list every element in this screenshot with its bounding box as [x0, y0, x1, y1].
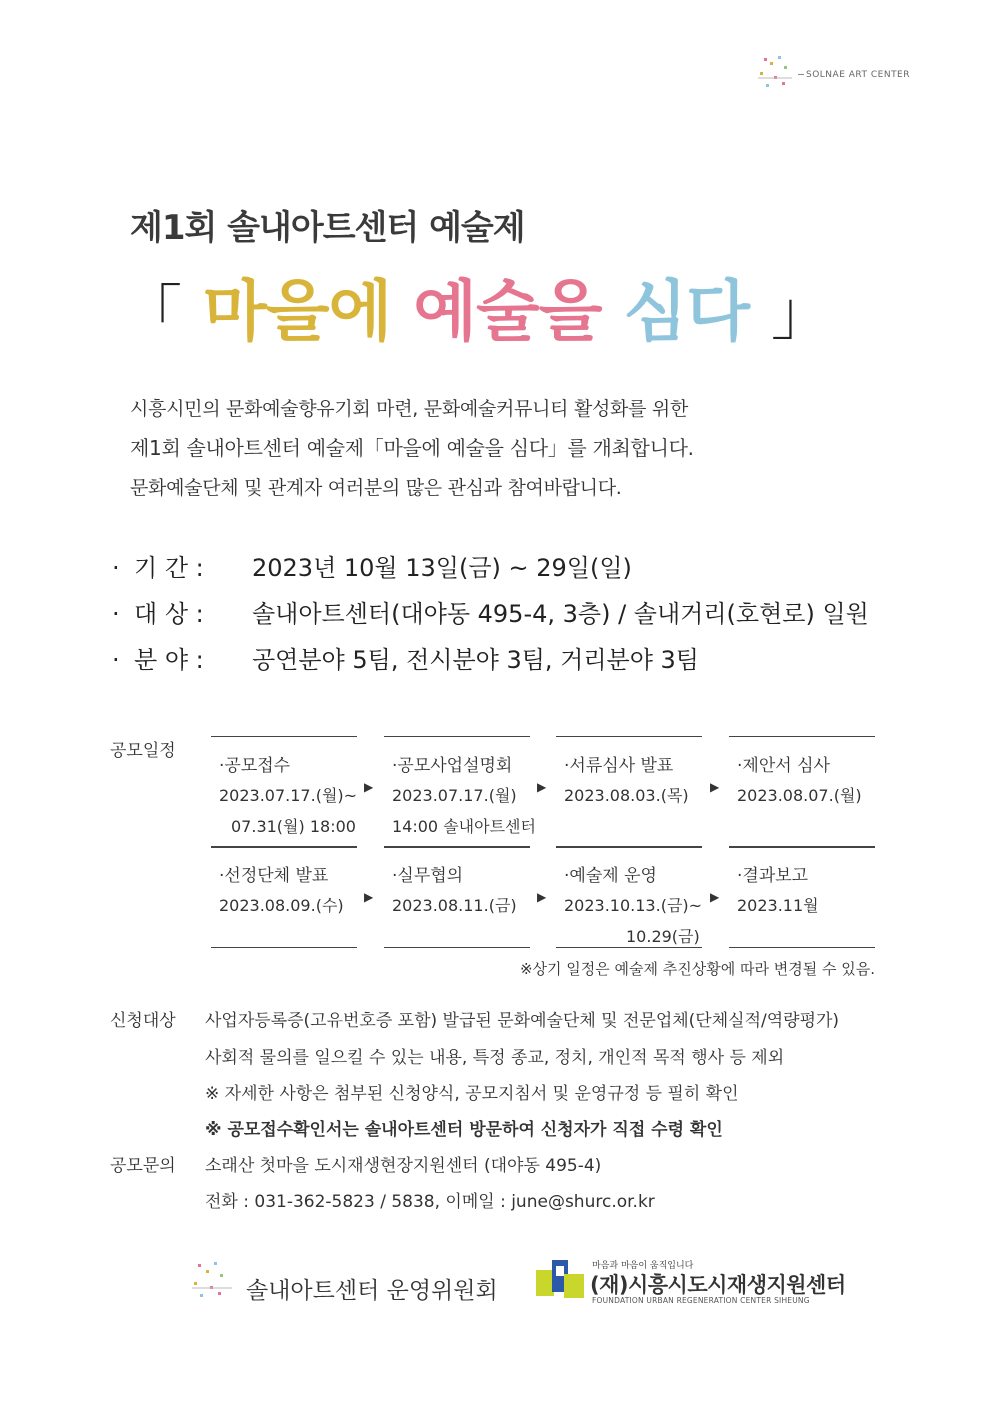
schedule-note: ※상기 일정은 예술제 추진상황에 따라 변경될 수 있음.	[519, 960, 875, 978]
arrow-icon: ▶	[710, 890, 720, 904]
event-title	[122, 258, 830, 353]
schedule-step: ·실무협의 2023.08.11.(금)	[384, 846, 530, 948]
schedule-step: ·공모사업설명회 2023.07.17.(월) 14:00 솔내아트센터	[384, 736, 530, 848]
footer-committee-logo	[190, 1258, 498, 1310]
contact-org: 소래산 첫마을 도시재생현장지원센터 (대야동 495-4)	[205, 1156, 602, 1176]
eligibility-line: 사회적 물의를 일으킬 수 있는 내용, 특정 종교, 정치, 개인적 목적 행사 등 제외	[205, 1048, 785, 1068]
arrow-icon: ▶	[364, 890, 374, 904]
solnae-logo-icon	[190, 1258, 234, 1306]
title-bracket-open: 「	[122, 279, 181, 349]
eligibility-label: 신청대상	[110, 1011, 176, 1031]
urban-regeneration-logo-icon	[534, 1256, 586, 1300]
schedule-step: ·제안서 심사 2023.08.07.(월)	[729, 736, 875, 848]
schedule-step: ·서류심사 발표 2023.08.03.(목)	[556, 736, 702, 848]
intro-line-2: 제1회 솔내아트센터 예술제「마을에 예술을 심다」를 개최합니다.	[130, 436, 694, 460]
title-word-3: 심다	[623, 273, 750, 350]
arrow-icon: ▶	[537, 780, 547, 794]
info-period: · 기 간 : 2023년 10월 13일(금) ~ 29일(일)	[112, 554, 632, 582]
footer-center-english: FOUNDATION URBAN REGENERATION CENTER SIHEUNG	[592, 1296, 810, 1305]
eligibility-line: 사업자등록증(고유번호증 포함) 발급된 문화예술단체 및 전문업체(단체실적/역량평가)	[205, 1011, 840, 1031]
footer-center-slogan: 마음과 마음이 움직입니다	[592, 1261, 694, 1271]
eligibility-line: ※ 자세한 사항은 첨부된 신청양식, 공모지침서 및 운영규정 등 필히 확인	[205, 1084, 739, 1104]
header-logo-text: SOLNAE ART CENTER	[798, 70, 910, 80]
schedule-step: ·공모접수 2023.07.17.(월)~ 07.31(월) 18:00	[211, 736, 357, 848]
footer-committee-name: 솔내아트센터 운영위원회	[246, 1278, 498, 1304]
contact-phone-email: 전화 : 031-362-5823 / 5838, 이메일 : june@shurc.or.kr	[205, 1192, 655, 1212]
footer-center-name: (재)시흥시도시재생지원센터	[590, 1273, 846, 1297]
intro-line-1: 시흥시민의 문화예술향유기회 마련, 문화예술커뮤니티 활성화를 위한	[130, 398, 689, 420]
arrow-icon: ▶	[710, 780, 720, 794]
title-word-2: 예술을	[413, 273, 602, 350]
arrow-icon: ▶	[364, 780, 374, 794]
schedule-step: ·선정단체 발표 2023.08.09.(수)	[211, 846, 357, 948]
event-subtitle: 제1회 솔내아트센터 예술제	[130, 208, 525, 248]
schedule-label: 공모일정	[110, 741, 176, 761]
info-field: · 분 야 : 공연분야 5팀, 전시분야 3팀, 거리분야 3팀	[112, 646, 699, 674]
schedule-step: ·예술제 운영 2023.10.13.(금)~ 10.29(금)	[556, 846, 702, 948]
schedule-step: ·결과보고 2023.11월	[729, 846, 875, 948]
intro-line-3: 문화예술단체 및 관계자 여러분의 많은 관심과 참여바랍니다.	[130, 477, 622, 499]
header-logo	[756, 50, 911, 96]
title-bracket-close: 」	[771, 279, 831, 349]
contact-label: 공모문의	[110, 1156, 176, 1176]
solnae-logo-icon	[756, 52, 796, 94]
eligibility-line: ※ 공모접수확인서는 솔내아트센터 방문하여 신청자가 직접 수령 확인	[205, 1120, 723, 1140]
footer-center-logo	[534, 1252, 846, 1310]
arrow-icon: ▶	[537, 890, 547, 904]
info-target: · 대 상 : 솔내아트센터(대야동 495-4, 3층) / 솔내거리(호현로) 일원	[112, 600, 869, 628]
title-word-1: 마을에	[202, 273, 392, 350]
